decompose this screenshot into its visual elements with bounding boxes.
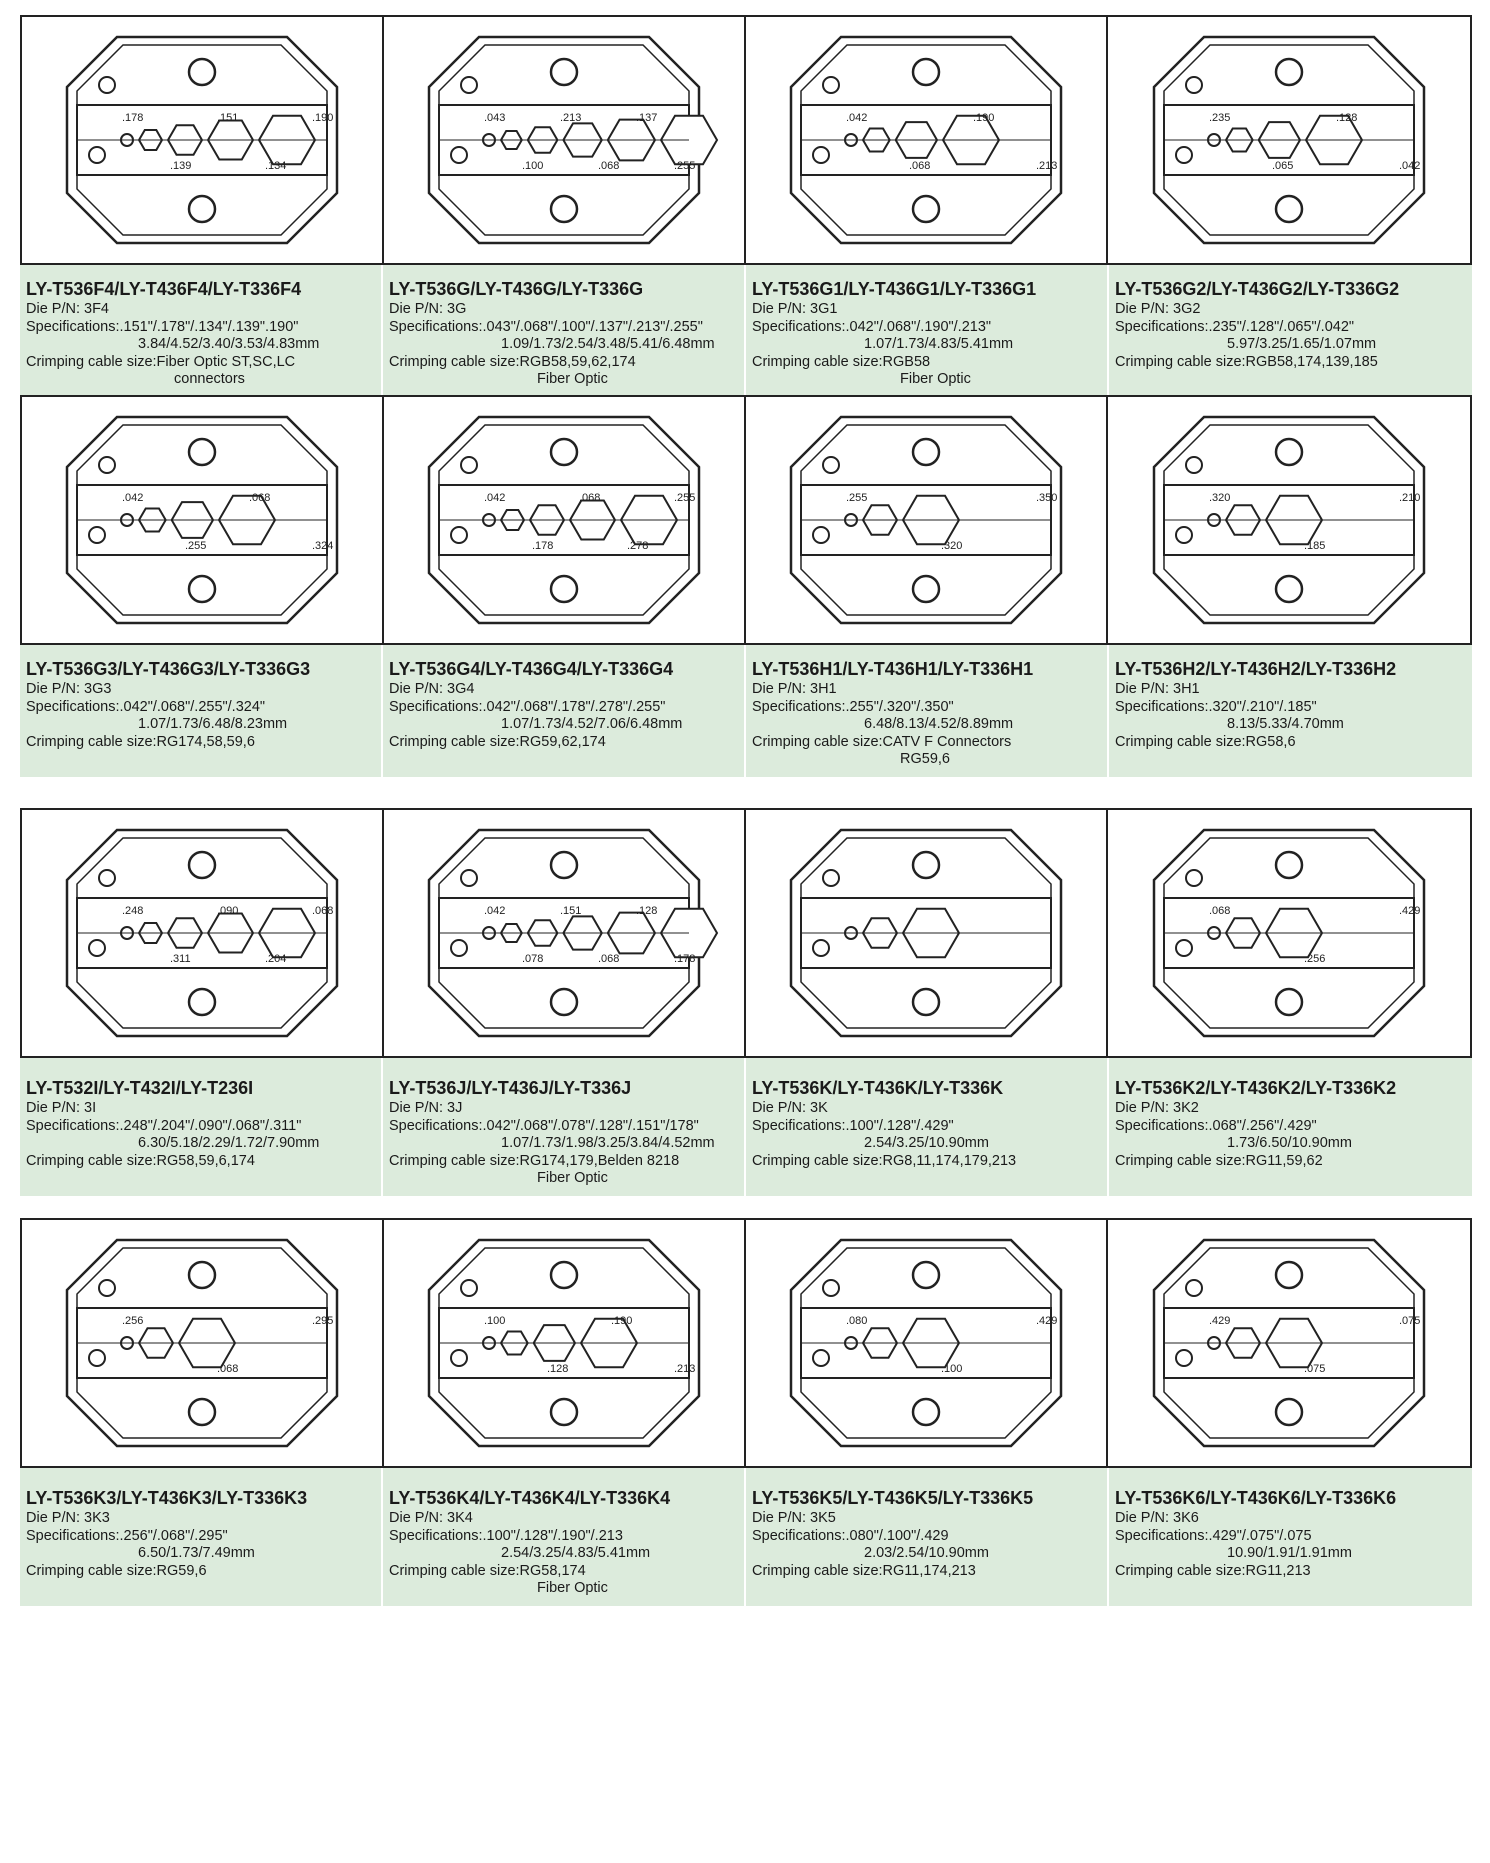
product-title: LY-T536H1/LY-T436H1/LY-T336H1 bbox=[752, 659, 1034, 679]
crimping-cable-size-continued: Fiber Optic bbox=[537, 1170, 608, 1186]
cavity-size-label: .255 bbox=[674, 160, 696, 172]
mount-hole-bottom bbox=[913, 576, 939, 602]
die-drawings-row bbox=[20, 395, 1472, 645]
metric-specifications: 1.07/1.73/1.98/3.25/3.84/4.52mm bbox=[501, 1135, 715, 1151]
marker-icon bbox=[1176, 147, 1192, 163]
marker-icon bbox=[461, 1280, 477, 1296]
cavity-size-label: .068 bbox=[598, 953, 620, 965]
metric-specifications: 2.54/3.25/10.90mm bbox=[864, 1135, 989, 1151]
cavity-size-label: .178 bbox=[674, 953, 696, 965]
cavity-size-label: .213 bbox=[674, 1363, 696, 1375]
metric-specifications: 1.07/1.73/4.52/7.06/6.48mm bbox=[501, 716, 683, 732]
cavity-size-label: .100 bbox=[484, 1315, 506, 1327]
spec-row bbox=[20, 1058, 1472, 1184]
marker-icon bbox=[461, 457, 477, 473]
cavity-size-label: .151 bbox=[217, 112, 239, 124]
cavity-size-label: .324 bbox=[312, 540, 334, 552]
die-drawing bbox=[22, 810, 384, 1056]
die-drawings-row bbox=[20, 1218, 1472, 1468]
cavity-size-label: .255 bbox=[846, 492, 868, 504]
die-part-number: Die P/N: 3K bbox=[752, 1100, 828, 1116]
mount-hole-bottom bbox=[189, 989, 215, 1015]
metric-specifications: 6.30/5.18/2.29/1.72/7.90mm bbox=[138, 1135, 320, 1151]
mount-hole-top bbox=[551, 852, 577, 878]
mount-hole-top bbox=[913, 439, 939, 465]
crimping-cable-size: Crimping cable size:CATV F Connectors bbox=[752, 733, 1012, 750]
metric-specifications: 1.73/6.50/10.90mm bbox=[1227, 1135, 1352, 1151]
cavity-size-label: .068 bbox=[1209, 905, 1231, 917]
mount-hole-bottom bbox=[551, 196, 577, 222]
marker-icon bbox=[451, 1350, 467, 1366]
cavity-size-label: .295 bbox=[312, 1315, 334, 1327]
mount-hole-top bbox=[1276, 1262, 1302, 1288]
die-part-number: Die P/N: 3G bbox=[389, 301, 467, 317]
die-drawing bbox=[384, 1220, 746, 1466]
mount-hole-bottom bbox=[913, 196, 939, 222]
cavity-size-label: .068 bbox=[579, 492, 601, 504]
crimp-die-svg bbox=[47, 407, 357, 633]
product-spec-card bbox=[746, 1058, 1109, 1196]
die-part-number: Die P/N: 3G1 bbox=[752, 301, 838, 317]
crimp-die-svg bbox=[771, 407, 1081, 633]
marker-icon bbox=[1186, 1280, 1202, 1296]
die-drawing bbox=[22, 1220, 384, 1466]
mount-hole-top bbox=[551, 439, 577, 465]
product-title: LY-T532I/LY-T432I/LY-T236I bbox=[26, 1078, 254, 1098]
metric-specifications: 1.07/1.73/4.83/5.41mm bbox=[864, 336, 1014, 352]
product-spec-card bbox=[1109, 265, 1472, 397]
die-drawing bbox=[22, 397, 384, 643]
cavity-size-label: .139 bbox=[170, 160, 192, 172]
cavity-size-label: .128 bbox=[547, 1363, 569, 1375]
product-spec-card bbox=[1109, 645, 1472, 777]
marker-icon bbox=[99, 1280, 115, 1296]
specifications: Specifications:.248"/.204"/.090"/.068"/.311" bbox=[26, 1117, 302, 1134]
cavity-size-label: .190 bbox=[973, 112, 995, 124]
crimp-die-svg bbox=[47, 820, 357, 1046]
mount-hole-bottom bbox=[551, 989, 577, 1015]
marker-icon bbox=[99, 77, 115, 93]
cavity-size-label: .255 bbox=[674, 492, 696, 504]
cavity-size-label: .100 bbox=[941, 1363, 963, 1375]
marker-icon bbox=[813, 527, 829, 543]
crimp-die-svg bbox=[1134, 27, 1444, 253]
marker-icon bbox=[461, 870, 477, 886]
crimp-die-svg bbox=[47, 1230, 357, 1456]
product-title: LY-T536K3/LY-T436K3/LY-T336K3 bbox=[26, 1488, 308, 1508]
marker-icon bbox=[451, 940, 467, 956]
cavity-size-label: .248 bbox=[122, 905, 144, 917]
marker-icon bbox=[451, 147, 467, 163]
product-spec-card bbox=[383, 645, 746, 777]
crimping-cable-size: Crimping cable size:RG11,59,62 bbox=[1115, 1152, 1323, 1169]
marker-icon bbox=[99, 457, 115, 473]
product-spec-card bbox=[20, 1468, 383, 1606]
cavity-size-label: .185 bbox=[1304, 540, 1326, 552]
die-drawing bbox=[1108, 1220, 1470, 1466]
crimping-cable-size-continued: Fiber Optic bbox=[537, 1580, 608, 1596]
crimp-die-svg bbox=[1134, 407, 1444, 633]
mount-hole-bottom bbox=[189, 1399, 215, 1425]
cavity-size-label: .320 bbox=[1209, 492, 1231, 504]
product-spec-card bbox=[746, 265, 1109, 397]
product-title: LY-T536G1/LY-T436G1/LY-T336G1 bbox=[752, 279, 1037, 299]
marker-icon bbox=[823, 457, 839, 473]
cavity-size-label: .075 bbox=[1399, 1315, 1421, 1327]
marker-icon bbox=[89, 940, 105, 956]
marker-icon bbox=[823, 1280, 839, 1296]
product-title: LY-T536J/LY-T436J/LY-T336J bbox=[389, 1078, 632, 1098]
crimping-cable-size: Crimping cable size:RG59,62,174 bbox=[389, 733, 606, 750]
cavity-size-label: .213 bbox=[560, 112, 582, 124]
cavity-size-label: .178 bbox=[122, 112, 144, 124]
specifications: Specifications:.042"/.068"/.255"/.324" bbox=[26, 698, 266, 715]
die-drawings-row bbox=[20, 15, 1472, 265]
cavity-size-label: .042 bbox=[1399, 160, 1421, 172]
cavity-size-label: .178 bbox=[532, 540, 554, 552]
crimping-cable-size: Crimping cable size:RG58,6 bbox=[1115, 733, 1296, 750]
mount-hole-top bbox=[551, 59, 577, 85]
metric-specifications: 6.50/1.73/7.49mm bbox=[138, 1545, 255, 1561]
die-drawing bbox=[1108, 397, 1470, 643]
crimping-cable-size: Crimping cable size:RG8,11,174,179,213 bbox=[752, 1152, 1017, 1169]
cavity-size-label: .151 bbox=[560, 905, 582, 917]
die-part-number: Die P/N: 3K2 bbox=[1115, 1100, 1199, 1116]
cavity-size-label: .429 bbox=[1399, 905, 1421, 917]
product-title: LY-T536F4/LY-T436F4/LY-T336F4 bbox=[26, 279, 302, 299]
mount-hole-bottom bbox=[189, 576, 215, 602]
cavity-size-label: .311 bbox=[170, 953, 191, 965]
crimp-die-svg bbox=[409, 27, 719, 253]
die-part-number: Die P/N: 3G3 bbox=[26, 681, 112, 697]
crimp-die-svg bbox=[771, 1230, 1081, 1456]
metric-specifications: 8.13/5.33/4.70mm bbox=[1227, 716, 1344, 732]
die-drawing bbox=[746, 810, 1108, 1056]
product-title: LY-T536K/LY-T436K/LY-T336K bbox=[752, 1078, 1004, 1098]
cavity-size-label: .190 bbox=[611, 1315, 633, 1327]
specifications: Specifications:.255"/.320"/.350" bbox=[752, 698, 954, 715]
marker-icon bbox=[461, 77, 477, 93]
product-title: LY-T536G/LY-T436G/LY-T336G bbox=[389, 279, 644, 299]
product-spec-card bbox=[746, 1468, 1109, 1606]
mount-hole-bottom bbox=[913, 1399, 939, 1425]
cavity-size-label: .068 bbox=[598, 160, 620, 172]
metric-specifications: 1.09/1.73/2.54/3.48/5.41/6.48mm bbox=[501, 336, 715, 352]
mount-hole-bottom bbox=[913, 989, 939, 1015]
marker-icon bbox=[89, 147, 105, 163]
product-title: LY-T536K2/LY-T436K2/LY-T336K2 bbox=[1115, 1078, 1397, 1098]
mount-hole-top bbox=[1276, 59, 1302, 85]
crimping-cable-size: Crimping cable size:RG174,179,Belden 8218 bbox=[389, 1152, 680, 1169]
product-spec-card bbox=[383, 1058, 746, 1196]
product-spec-card bbox=[746, 645, 1109, 777]
spec-row bbox=[20, 1468, 1472, 1598]
cavity-size-label: .255 bbox=[185, 540, 207, 552]
crimp-die-svg bbox=[1134, 1230, 1444, 1456]
mount-hole-bottom bbox=[551, 1399, 577, 1425]
cavity-size-label: .080 bbox=[846, 1315, 868, 1327]
die-drawing bbox=[746, 1220, 1108, 1466]
metric-specifications: 3.84/4.52/3.40/3.53/4.83mm bbox=[138, 336, 320, 352]
crimping-cable-size: Crimping cable size:RGB58,174,139,185 bbox=[1115, 353, 1378, 370]
product-title: LY-T536H2/LY-T436H2/LY-T336H2 bbox=[1115, 659, 1397, 679]
marker-icon bbox=[813, 940, 829, 956]
mount-hole-top bbox=[551, 1262, 577, 1288]
cavity-size-label: .042 bbox=[122, 492, 144, 504]
cavity-size-label: .256 bbox=[122, 1315, 144, 1327]
metric-specifications: 2.03/2.54/10.90mm bbox=[864, 1545, 989, 1561]
cavity-size-label: .100 bbox=[522, 160, 544, 172]
cavity-size-label: .068 bbox=[217, 1363, 239, 1375]
mount-hole-bottom bbox=[1276, 576, 1302, 602]
cavity-size-label: .429 bbox=[1036, 1315, 1058, 1327]
marker-icon bbox=[89, 1350, 105, 1366]
die-part-number: Die P/N: 3K3 bbox=[26, 1510, 110, 1526]
metric-specifications: 10.90/1.91/1.91mm bbox=[1227, 1545, 1352, 1561]
die-part-number: Die P/N: 3F4 bbox=[26, 301, 109, 317]
crimping-cable-size-continued: Fiber Optic bbox=[900, 371, 971, 387]
crimping-cable-size-continued: connectors bbox=[174, 371, 245, 387]
crimping-cable-size: Crimping cable size:RG174,58,59,6 bbox=[26, 733, 255, 750]
mount-hole-top bbox=[913, 852, 939, 878]
die-part-number: Die P/N: 3I bbox=[26, 1100, 97, 1116]
marker-icon bbox=[1176, 527, 1192, 543]
cavity-size-label: .068 bbox=[249, 492, 271, 504]
specifications: Specifications:.042"/.068"/.178"/.278"/.255" bbox=[389, 698, 666, 715]
cavity-size-label: .320 bbox=[941, 540, 963, 552]
crimping-cable-size: Crimping cable size:RGB58 bbox=[752, 353, 931, 370]
product-spec-card bbox=[1109, 1468, 1472, 1606]
cavity-size-label: .350 bbox=[1036, 492, 1058, 504]
cavity-size-label: .204 bbox=[265, 953, 287, 965]
cavity-size-label: .090 bbox=[217, 905, 239, 917]
cavity-size-label: .134 bbox=[265, 160, 287, 172]
product-spec-card bbox=[383, 265, 746, 397]
marker-icon bbox=[1186, 77, 1202, 93]
specifications: Specifications:.320"/.210"/.185" bbox=[1115, 698, 1317, 715]
die-drawing bbox=[1108, 810, 1470, 1056]
die-part-number: Die P/N: 3K6 bbox=[1115, 1510, 1199, 1526]
product-spec-card bbox=[1109, 1058, 1472, 1196]
marker-icon bbox=[1176, 940, 1192, 956]
specifications: Specifications:.068"/.256"/.429" bbox=[1115, 1117, 1317, 1134]
product-spec-card bbox=[20, 265, 383, 397]
crimp-die-svg bbox=[1134, 820, 1444, 1046]
cavity-size-label: .042 bbox=[484, 905, 506, 917]
mount-hole-top bbox=[189, 439, 215, 465]
marker-icon bbox=[99, 870, 115, 886]
die-drawing bbox=[22, 17, 384, 263]
crimping-cable-size: Crimping cable size:RG11,213 bbox=[1115, 1562, 1311, 1579]
mount-hole-top bbox=[1276, 439, 1302, 465]
crimp-die-svg bbox=[771, 820, 1081, 1046]
product-title: LY-T536G4/LY-T436G4/LY-T336G4 bbox=[389, 659, 674, 679]
marker-icon bbox=[813, 1350, 829, 1366]
cavity-size-label: .043 bbox=[484, 112, 506, 124]
metric-specifications: 2.54/3.25/4.83/5.41mm bbox=[501, 1545, 651, 1561]
cavity-size-label: .068 bbox=[909, 160, 931, 172]
crimping-cable-size: Crimping cable size:RGB58,59,62,174 bbox=[389, 353, 636, 370]
specifications: Specifications:.100"/.128"/.429" bbox=[752, 1117, 954, 1134]
cavity-size-label: .256 bbox=[1304, 953, 1326, 965]
mount-hole-bottom bbox=[189, 196, 215, 222]
marker-icon bbox=[813, 147, 829, 163]
marker-icon bbox=[451, 527, 467, 543]
specifications: Specifications:.043"/.068"/.100"/.137"/.213"/.255" bbox=[389, 318, 703, 335]
product-title: LY-T536G2/LY-T436G2/LY-T336G2 bbox=[1115, 279, 1400, 299]
specifications: Specifications:.100"/.128"/.190"/.213 bbox=[389, 1527, 623, 1544]
die-drawing bbox=[746, 17, 1108, 263]
specifications: Specifications:.080"/.100"/.429 bbox=[752, 1527, 949, 1544]
cavity-size-label: .137 bbox=[636, 112, 658, 124]
product-spec-card bbox=[20, 645, 383, 777]
die-drawing bbox=[384, 397, 746, 643]
mount-hole-top bbox=[189, 1262, 215, 1288]
crimp-die-svg bbox=[771, 27, 1081, 253]
die-part-number: Die P/N: 3G2 bbox=[1115, 301, 1201, 317]
marker-icon bbox=[1186, 457, 1202, 473]
product-title: LY-T536G3/LY-T436G3/LY-T336G3 bbox=[26, 659, 311, 679]
marker-icon bbox=[89, 527, 105, 543]
product-spec-card bbox=[20, 1058, 383, 1196]
die-drawings-row bbox=[20, 808, 1472, 1058]
cavity-size-label: .068 bbox=[312, 905, 334, 917]
cavity-size-label: .278 bbox=[627, 540, 649, 552]
mount-hole-bottom bbox=[1276, 1399, 1302, 1425]
specifications: Specifications:.256"/.068"/.295" bbox=[26, 1527, 228, 1544]
crimping-cable-size: Crimping cable size:RG58,59,6,174 bbox=[26, 1152, 255, 1169]
cavity-size-label: .235 bbox=[1209, 112, 1231, 124]
product-title: LY-T536K5/LY-T436K5/LY-T336K5 bbox=[752, 1488, 1034, 1508]
die-part-number: Die P/N: 3J bbox=[389, 1100, 463, 1116]
die-part-number: Die P/N: 3K4 bbox=[389, 1510, 473, 1526]
marker-icon bbox=[823, 77, 839, 93]
product-title: LY-T536K4/LY-T436K4/LY-T336K4 bbox=[389, 1488, 671, 1508]
spec-row bbox=[20, 645, 1472, 775]
crimping-cable-size-continued: RG59,6 bbox=[900, 751, 950, 767]
product-spec-card bbox=[383, 1468, 746, 1606]
spec-row bbox=[20, 265, 1472, 387]
die-drawing bbox=[746, 397, 1108, 643]
metric-specifications: 5.97/3.25/1.65/1.07mm bbox=[1227, 336, 1377, 352]
cavity-size-label: .078 bbox=[522, 953, 544, 965]
mount-hole-bottom bbox=[1276, 989, 1302, 1015]
mount-hole-top bbox=[1276, 852, 1302, 878]
crimping-cable-size: Crimping cable size:RG11,174,213 bbox=[752, 1562, 976, 1579]
cavity-size-label: .042 bbox=[846, 112, 868, 124]
cavity-size-label: .128 bbox=[636, 905, 658, 917]
crimp-die-svg bbox=[47, 27, 357, 253]
die-drawing bbox=[384, 810, 746, 1056]
crimp-die-svg bbox=[409, 1230, 719, 1456]
cavity-size-label: .429 bbox=[1209, 1315, 1231, 1327]
crimping-cable-size: Crimping cable size:RG58,174 bbox=[389, 1562, 586, 1579]
cavity-size-label: .042 bbox=[484, 492, 506, 504]
metric-specifications: 6.48/8.13/4.52/8.89mm bbox=[864, 716, 1014, 732]
crimping-cable-size: Crimping cable size:RG59,6 bbox=[26, 1562, 207, 1579]
cavity-size-label: .213 bbox=[1036, 160, 1058, 172]
mount-hole-top bbox=[913, 59, 939, 85]
mount-hole-top bbox=[913, 1262, 939, 1288]
specifications: Specifications:.235"/.128"/.065"/.042" bbox=[1115, 318, 1355, 335]
metric-specifications: 1.07/1.73/6.48/8.23mm bbox=[138, 716, 288, 732]
mount-hole-bottom bbox=[551, 576, 577, 602]
die-part-number: Die P/N: 3G4 bbox=[389, 681, 475, 697]
cavity-size-label: .128 bbox=[1336, 112, 1358, 124]
specifications: Specifications:.151"/.178"/.134"/.139".190" bbox=[26, 318, 299, 335]
die-part-number: Die P/N: 3H1 bbox=[752, 681, 837, 697]
specifications: Specifications:.042"/.068"/.078"/.128"/.151"/178" bbox=[389, 1117, 699, 1134]
cavity-size-label: .065 bbox=[1272, 160, 1294, 172]
cavity-size-label: .075 bbox=[1304, 1363, 1326, 1375]
crimp-die-svg bbox=[409, 407, 719, 633]
crimp-die-svg bbox=[409, 820, 719, 1046]
product-title: LY-T536K6/LY-T436K6/LY-T336K6 bbox=[1115, 1488, 1397, 1508]
cavity-size-label: .210 bbox=[1399, 492, 1421, 504]
marker-icon bbox=[1186, 870, 1202, 886]
die-drawing bbox=[1108, 17, 1470, 263]
die-part-number: Die P/N: 3H1 bbox=[1115, 681, 1200, 697]
mount-hole-top bbox=[189, 59, 215, 85]
die-drawing bbox=[384, 17, 746, 263]
marker-icon bbox=[823, 870, 839, 886]
marker-icon bbox=[1176, 1350, 1192, 1366]
mount-hole-top bbox=[189, 852, 215, 878]
specifications: Specifications:.429"/.075"/.075 bbox=[1115, 1527, 1312, 1544]
die-part-number: Die P/N: 3K5 bbox=[752, 1510, 836, 1526]
cavity-size-label: .190 bbox=[312, 112, 334, 124]
specifications: Specifications:.042"/.068"/.190"/.213" bbox=[752, 318, 992, 335]
crimping-cable-size-continued: Fiber Optic bbox=[537, 371, 608, 387]
mount-hole-bottom bbox=[1276, 196, 1302, 222]
crimping-cable-size: Crimping cable size:Fiber Optic ST,SC,LC bbox=[26, 353, 296, 370]
